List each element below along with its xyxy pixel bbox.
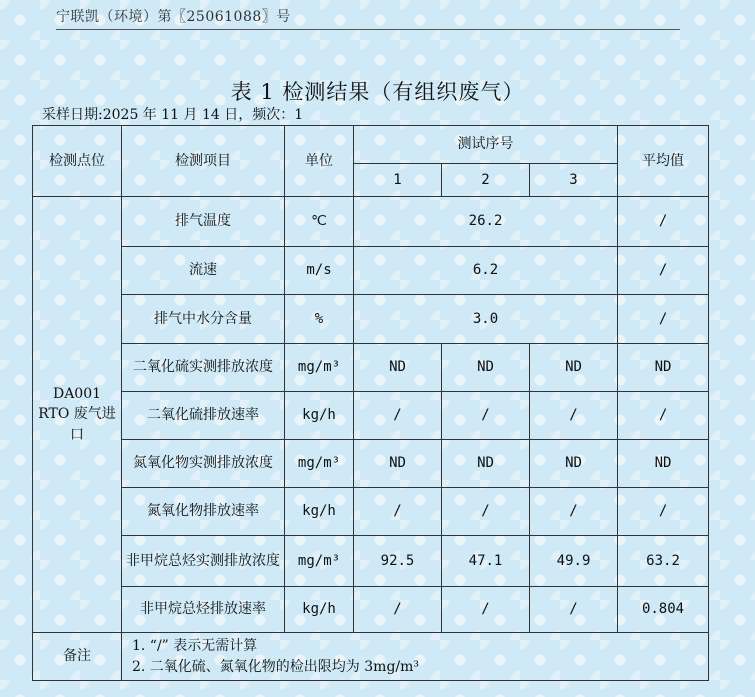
remarks-label: 备注 [33,633,122,681]
value-cell: / [530,587,618,633]
item-cell: 二氧化硫排放速率 [122,392,285,440]
remarks-cell [122,633,709,681]
average-cell: ND [618,440,709,488]
average-cell: / [618,392,709,440]
average-cell: / [618,247,709,295]
table-row [33,587,709,633]
value-cell: 26.2 [354,197,618,247]
average-cell: / [618,197,709,247]
unit-cell: kg/h [285,587,354,633]
remarks-row [33,633,709,681]
table-row [33,344,709,392]
average-cell: ND [618,344,709,392]
value-cell: / [530,488,618,536]
average-cell: / [618,295,709,344]
header-average: 平均值 [618,126,709,197]
header-test-seq: 测试序号 [354,126,618,164]
table-row [33,488,709,536]
value-cell: ND [530,344,618,392]
sampling-info: 采样日期:2025 年 11 月 14 日，频次：1 [42,107,304,123]
unit-cell: kg/h [285,488,354,536]
remark-line: 2. 二氧化硫、氮氧化物的检出限均为 3mg/m³ [132,658,420,675]
unit-cell: mg/m³ [285,440,354,488]
table-row [33,197,709,247]
table-row [33,536,709,587]
results-table [32,125,709,681]
header-item: 检测项目 [122,126,285,197]
unit-cell: % [285,295,354,344]
table-title: 表 1 检测结果（有组织废气） [230,80,525,104]
table-row [33,440,709,488]
item-cell: 排气温度 [122,197,285,247]
header-point: 检测点位 [33,126,122,197]
item-cell: 氮氧化物实测排放浓度 [122,440,285,488]
value-cell: / [442,392,530,440]
unit-cell: mg/m³ [285,344,354,392]
header-unit: 单位 [285,126,354,197]
value-cell: ND [354,344,442,392]
value-cell: / [442,488,530,536]
table-row [33,295,709,344]
item-cell: 流速 [122,247,285,295]
value-cell: 6.2 [354,247,618,295]
value-cell: 49.9 [530,536,618,587]
unit-cell: ℃ [285,197,354,247]
item-cell: 非甲烷总烃实测排放浓度 [122,536,285,587]
unit-cell: m/s [285,247,354,295]
value-cell: / [530,392,618,440]
item-cell: 氮氧化物排放速率 [122,488,285,536]
value-cell: ND [442,344,530,392]
item-cell: 非甲烷总烃排放速率 [122,587,285,633]
value-cell: 3.0 [354,295,618,344]
value-cell: 92.5 [354,536,442,587]
value-cell: / [354,587,442,633]
average-cell: 63.2 [618,536,709,587]
header-seq-1: 1 [354,164,442,197]
header-seq-2: 2 [442,164,530,197]
average-cell: 0.804 [618,587,709,633]
value-cell: 47.1 [442,536,530,587]
remark-line: 1. “/” 表示无需计算 [132,638,258,655]
value-cell: / [442,587,530,633]
average-cell: / [618,488,709,536]
value-cell: ND [530,440,618,488]
item-cell: 二氧化硫实测排放浓度 [122,344,285,392]
value-cell: ND [354,440,442,488]
unit-cell: kg/h [285,392,354,440]
value-cell: / [354,392,442,440]
value-cell: / [354,488,442,536]
location-cell: DA001 RTO 废气进口 [33,197,122,633]
value-cell: ND [442,440,530,488]
report-number: 宁联凯（环境）第〖25061088〗号 [56,6,680,30]
table-row [33,247,709,295]
item-cell: 排气中水分含量 [122,295,285,344]
header-seq-3: 3 [530,164,618,197]
table-row [33,392,709,440]
unit-cell: mg/m³ [285,536,354,587]
